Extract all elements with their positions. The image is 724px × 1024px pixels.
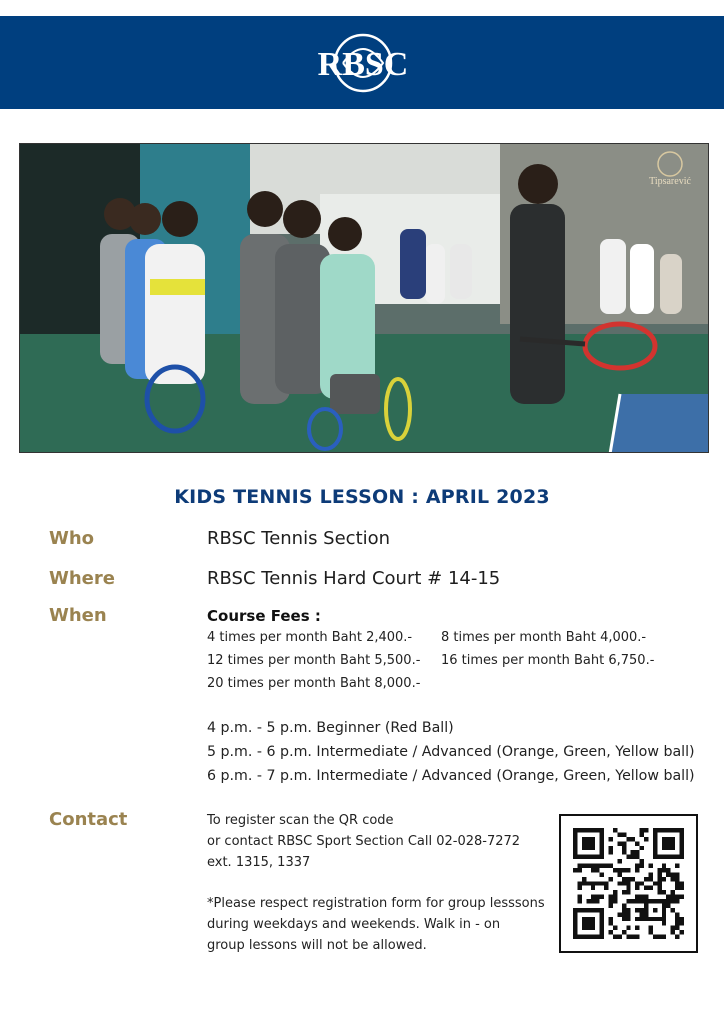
when-label: When — [49, 605, 107, 626]
schedule-item: 5 p.m. - 6 p.m. Intermediate / Advanced (Orange, Green, Yellow ball) — [207, 744, 695, 760]
where-value: RBSC Tennis Hard Court # 14-15 — [207, 568, 501, 589]
who-value: RBSC Tennis Section — [207, 528, 391, 549]
fee-item: 20 times per month Baht 8,000.- — [207, 676, 421, 691]
schedule-item: 4 p.m. - 5 p.m. Beginner (Red Ball) — [207, 720, 454, 736]
tennis-photo — [19, 143, 709, 453]
fee-item: 8 times per month Baht 4,000.- — [441, 630, 647, 645]
contact-line: or contact RBSC Sport Section Call 02-028-7272 — [207, 834, 521, 849]
note-line: during weekdays and weekends. Walk in - on — [207, 917, 501, 932]
where-label: Where — [49, 568, 115, 589]
note-line: group lessons will not be allowed. — [207, 938, 427, 953]
who-label: Who — [49, 528, 95, 549]
course-fees-heading: Course Fees : — [207, 607, 321, 625]
photo-watermark: Tipsarević — [649, 176, 691, 187]
fee-item: 16 times per month Baht 6,750.- — [441, 653, 655, 668]
logo-text: RBSC — [317, 46, 409, 83]
rbsc-logo — [313, 25, 413, 101]
schedule-item: 6 p.m. - 7 p.m. Intermediate / Advanced (Orange, Green, Yellow ball) — [207, 768, 695, 784]
contact-line: ext. 1315, 1337 — [207, 855, 311, 870]
note-line: *Please respect registration form for group lesssons — [207, 896, 545, 911]
qr-code[interactable] — [559, 814, 698, 953]
page-title: KIDS TENNIS LESSON : APRIL 2023 — [174, 486, 550, 508]
contact-label: Contact — [49, 809, 128, 830]
fee-item: 4 times per month Baht 2,400.- — [207, 630, 413, 645]
fee-item: 12 times per month Baht 5,500.- — [207, 653, 421, 668]
header-banner — [0, 16, 724, 109]
contact-line: To register scan the QR code — [207, 813, 394, 828]
